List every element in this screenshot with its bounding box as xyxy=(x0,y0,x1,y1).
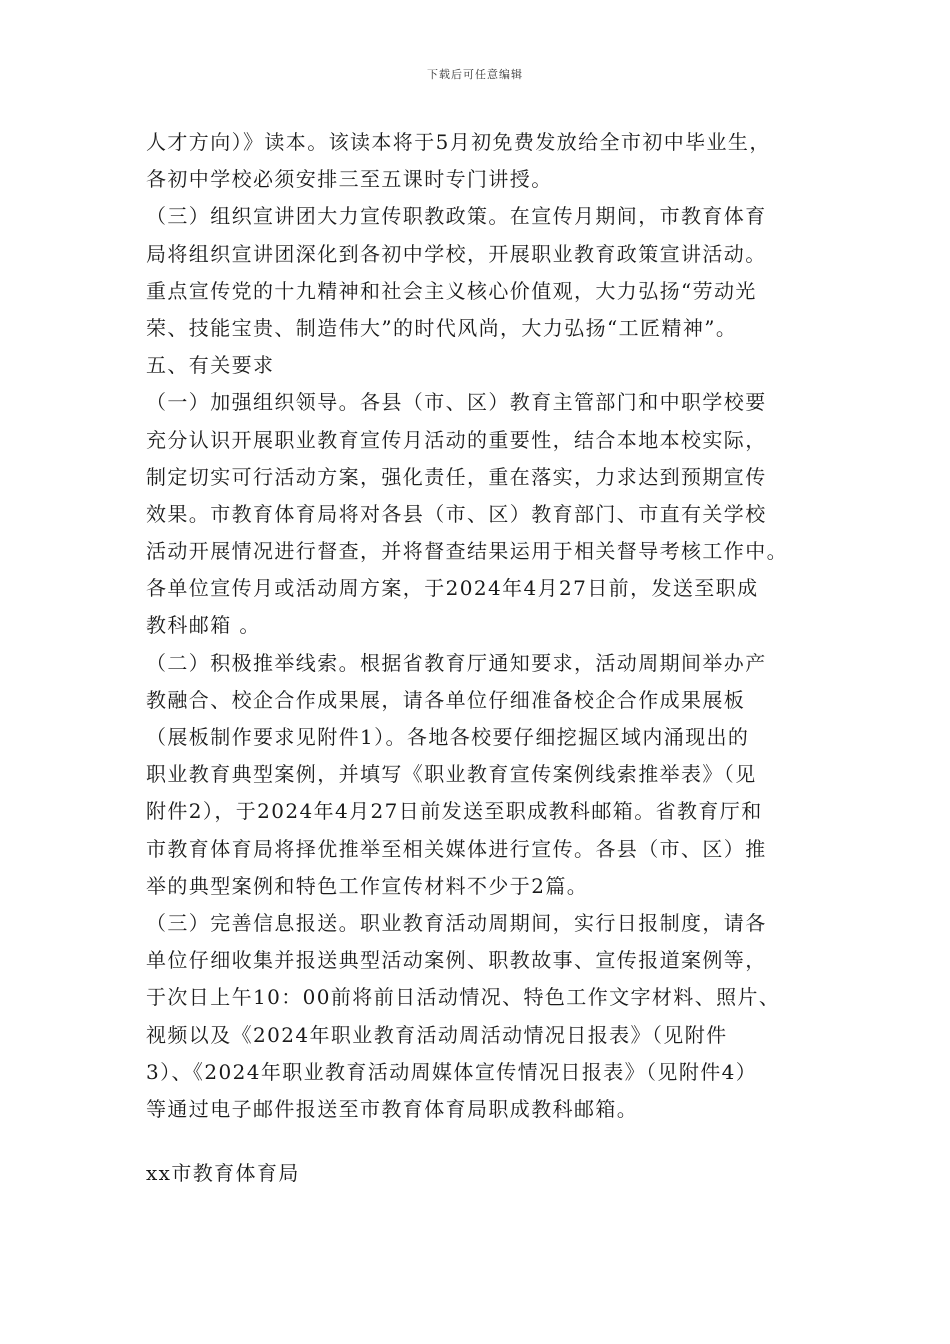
body-line: 效果。市教育体育局将对各县（市、区）教育部门、市直有关学校 xyxy=(146,501,767,526)
body-line: 荣、技能宝贵、制造伟大”的时代风尚，大力弘扬“工匠精神”。 xyxy=(146,315,738,340)
body-line: （展板制作要求见附件1）。各地各校要仔细挖掘区域内涌现出的 xyxy=(146,725,750,749)
body-line: 各初中学校必须安排三至五课时专门讲授。 xyxy=(146,167,553,192)
body-line: 制定切实可行活动方案，强化责任，重在落实，力求达到预期宣传 xyxy=(146,464,767,489)
body-line: 等通过电子邮件报送至市教育体育局职成教科邮箱。 xyxy=(146,1096,639,1121)
body-line: 市教育体育局将择优推举至相关媒体进行宣传。各县（市、区）推 xyxy=(146,836,767,861)
body-line: 单位仔细收集并报送典型活动案例、职教故事、宣传报道案例等， xyxy=(146,948,767,973)
body-line: 充分认识开展职业教育宣传月活动的重要性，结合本地本校实际， xyxy=(146,427,767,452)
body-line: （二）积极推举线索。根据省教育厅通知要求，活动周期间举办产 xyxy=(146,650,767,675)
body-line: 教融合、校企合作成果展，请各单位仔细准备校企合作成果展板 xyxy=(146,687,746,712)
body-line: 活动开展情况进行督查，并将督查结果运用于相关督导考核工作中。 xyxy=(146,539,788,564)
body-line: 各单位宣传月或活动周方案，于2024年4月27日前，发送至职成 xyxy=(146,576,759,601)
body-line: （三）完善信息报送。职业教育活动周期间，实行日报制度，请各 xyxy=(146,910,767,935)
document-body xyxy=(146,124,814,1128)
body-line: （三）组织宣讲团大力宣传职教政策。在宣传月期间，市教育体育 xyxy=(146,204,767,229)
page-header-note: 下载后可任意编辑 xyxy=(427,68,523,81)
body-line: 3）、《2024年职业教育活动周媒体宣传情况日报表》（见附件4） xyxy=(146,1059,758,1084)
body-line: 人才方向）》读本。该读本将于5月初免费发放给全市初中毕业生， xyxy=(146,130,771,154)
body-line: （一）加强组织领导。各县（市、区）教育主管部门和中职学校要 xyxy=(146,390,767,415)
body-line: 职业教育典型案例，并填写《职业教育宣传案例线索推举表》（见 xyxy=(146,762,757,787)
section-heading: 五、有关要求 xyxy=(146,353,275,378)
body-line: 局将组织宣讲团深化到各初中学校，开展职业教育政策宣讲活动。 xyxy=(146,241,767,266)
body-line: 教科邮箱 。 xyxy=(146,613,261,638)
body-line: 举的典型案例和特色工作宣传材料不少于2篇。 xyxy=(146,873,589,898)
body-line: 视频以及《2024年职业教育活动周活动情况日报表》（见附件 xyxy=(146,1022,728,1047)
signature-org: xx市教育体育局 xyxy=(146,1161,300,1185)
body-line: 附件2），于2024年4月27日前发送至职成教科邮箱。省教育厅和 xyxy=(146,799,763,824)
body-line: 于次日上午10：00前将前日活动情况、特色工作文字材料、照片、 xyxy=(146,985,781,1010)
body-line: 重点宣传党的十九精神和社会主义核心价值观，大力弘扬“劳动光 xyxy=(146,278,757,303)
